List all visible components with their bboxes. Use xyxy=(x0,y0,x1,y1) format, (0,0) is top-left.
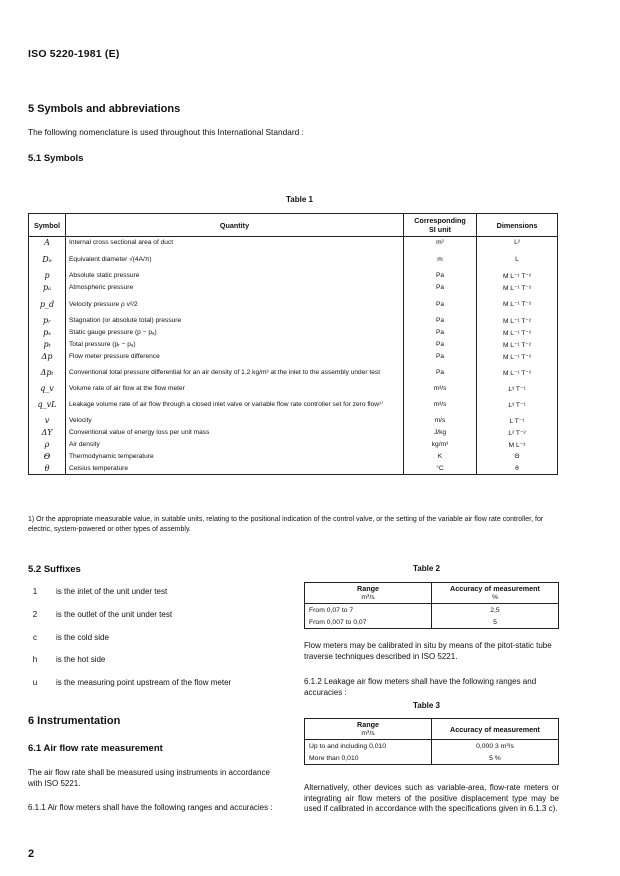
suffix-key: 1 xyxy=(32,587,38,596)
dimensions-cell: M L⁻¹ T⁻² xyxy=(477,339,558,351)
table-row xyxy=(29,383,558,395)
t3-range-label: Range xyxy=(357,720,379,729)
si-unit-cell: kg/m³ xyxy=(404,439,477,451)
table-1 xyxy=(28,213,558,475)
t3-range-unit: m³/s xyxy=(361,730,375,737)
t2-range: From 0,007 to 0,07 xyxy=(305,616,432,629)
quantity-cell: Velocity pressure ρ v²/2 xyxy=(66,294,404,315)
t2-acc-unit: % xyxy=(491,594,499,601)
t3-range-header xyxy=(305,719,432,740)
t2-range-header xyxy=(305,583,432,604)
section-6-1-paragraph: The air flow rate shall be measured using instruments in accordance with ISO 5221. xyxy=(28,768,270,788)
si-unit-cell: m xyxy=(404,249,477,270)
dimensions-cell: M L⁻¹ T⁻² xyxy=(477,327,558,339)
dimensions-cell: M L⁻¹ T⁻² xyxy=(477,294,558,315)
symbol-cell: ρ xyxy=(29,439,66,451)
table-row xyxy=(29,339,558,351)
symbol-cell: pₛ xyxy=(29,327,66,339)
table-row xyxy=(29,415,558,427)
quantity-cell: Atmospheric pressure xyxy=(66,282,404,294)
section-5-1-title: 5.1 Symbols xyxy=(28,153,84,164)
suffix-text: is the outlet of the unit under test xyxy=(56,610,173,619)
si-unit-cell: m³/s xyxy=(404,383,477,395)
table-3 xyxy=(304,718,559,765)
table-row xyxy=(29,395,558,415)
table-row xyxy=(305,740,559,753)
si-unit-cell: Pa xyxy=(404,315,477,327)
table-row xyxy=(29,363,558,383)
suffix-text: is the cold side xyxy=(56,633,109,642)
quantity-cell: Static gauge pressure (p − pₐ) xyxy=(66,327,404,339)
dimensions-cell: M L⁻¹ T⁻² xyxy=(477,351,558,363)
dimensions-cell: M L⁻¹ T⁻² xyxy=(477,363,558,383)
suffix-key: u xyxy=(32,678,38,687)
quantity-cell: Conventional value of energy loss per unit mass xyxy=(66,427,404,439)
dimensions-cell: L³ T⁻¹ xyxy=(477,395,558,415)
dimensions-cell: L³ T⁻¹ xyxy=(477,383,558,395)
symbol-cell: A xyxy=(29,237,66,249)
dimensions-cell: Θ xyxy=(477,451,558,463)
table-2 xyxy=(304,582,559,629)
si-unit-cell: Pa xyxy=(404,294,477,315)
dimensions-cell: L² xyxy=(477,237,558,249)
symbol-cell: pₐ xyxy=(29,282,66,294)
symbol-cell: ΔY xyxy=(29,427,66,439)
table-row xyxy=(29,237,558,249)
section-5-title: 5 Symbols and abbreviations xyxy=(28,103,181,115)
quantity-cell: Celsius temperature xyxy=(66,463,404,475)
si-unit-cell: Pa xyxy=(404,351,477,363)
si-unit-cell: Pa xyxy=(404,363,477,383)
t2-acc: 5 xyxy=(432,616,559,629)
dimensions-cell: M L⁻¹ T⁻² xyxy=(477,270,558,282)
table-row xyxy=(29,439,558,451)
symbol-cell: θ xyxy=(29,463,66,475)
t2-range-label: Range xyxy=(357,584,379,593)
quantity-cell: Total pressure (pᵣ − pₐ) xyxy=(66,339,404,351)
section-6-title: 6 Instrumentation xyxy=(28,715,121,727)
symbol-cell: pᵣ xyxy=(29,315,66,327)
col-si-line2: SI unit xyxy=(429,225,451,234)
t2-range-unit: m³/s xyxy=(361,594,375,601)
t2-acc-header xyxy=(432,583,559,604)
col-dimensions: Dimensions xyxy=(477,214,558,237)
suffix-key: 2 xyxy=(32,610,38,619)
table-2-caption: Table 2 xyxy=(413,564,440,573)
si-unit-cell: m/s xyxy=(404,415,477,427)
quantity-cell: Internal cross sectional area of duct xyxy=(66,237,404,249)
si-unit-cell: °C xyxy=(404,463,477,475)
dimensions-cell: L² T⁻² xyxy=(477,427,558,439)
quantity-cell: Conventional total pressure differential for an air density of 1.2 kg/m³ at the inlet to the assembly under test xyxy=(66,363,404,383)
symbol-cell: Δpₜ xyxy=(29,363,66,383)
symbol-cell: p xyxy=(29,270,66,282)
symbol-cell: Θ xyxy=(29,451,66,463)
col-si-line1: Corresponding xyxy=(414,216,466,225)
si-unit-cell: Pa xyxy=(404,270,477,282)
dimensions-cell: θ xyxy=(477,463,558,475)
suffix-text: is the hot side xyxy=(56,655,106,664)
table-row xyxy=(305,604,559,617)
dimensions-cell: M L⁻¹ T⁻² xyxy=(477,315,558,327)
symbol-cell: v xyxy=(29,415,66,427)
table-row xyxy=(29,294,558,315)
si-unit-cell: Pa xyxy=(404,339,477,351)
table-row xyxy=(29,427,558,439)
t2-acc-label: Accuracy of measurement xyxy=(450,584,540,593)
table-row xyxy=(29,282,558,294)
suffix-text: is the inlet of the unit under test xyxy=(56,587,168,596)
table-1-caption: Table 1 xyxy=(286,195,313,204)
si-unit-cell: J/kg xyxy=(404,427,477,439)
table-row xyxy=(29,327,558,339)
table-row xyxy=(29,249,558,270)
section-6-1-title: 6.1 Air flow rate measurement xyxy=(28,743,163,754)
quantity-cell: Thermodynamic temperature xyxy=(66,451,404,463)
table-row xyxy=(29,270,558,282)
col-si-unit xyxy=(404,214,477,237)
si-unit-cell: m² xyxy=(404,237,477,249)
quantity-cell: Equivalent diameter √(4A/π) xyxy=(66,249,404,270)
symbol-cell: pₜ xyxy=(29,339,66,351)
dimensions-cell: L xyxy=(477,249,558,270)
table-row xyxy=(29,351,558,363)
table-row xyxy=(29,463,558,475)
t2-range: From 0,07 to 7 xyxy=(305,604,432,617)
symbol-cell: q_vL xyxy=(29,395,66,415)
quantity-cell: Stagnation (or absolute total) pressure xyxy=(66,315,404,327)
suffix-text: is the measuring point upstream of the flow meter xyxy=(56,678,232,687)
si-unit-cell: K xyxy=(404,451,477,463)
table-row xyxy=(305,752,559,765)
paragraph-6-1-2: 6.1.2 Leakage air flow meters shall have the following ranges and accuracies : xyxy=(304,677,537,697)
suffix-key: c xyxy=(33,633,37,642)
t2-acc: 2,5 xyxy=(432,604,559,617)
symbol-cell: Dₑ xyxy=(29,249,66,270)
col-symbol: Symbol xyxy=(29,214,66,237)
symbol-cell: q_v xyxy=(29,383,66,395)
t3-acc: 0,000 3 m³/s xyxy=(432,740,559,753)
quantity-cell: Air density xyxy=(66,439,404,451)
in-situ-paragraph: Flow meters may be calibrated in situ by means of the pitot-static tube traverse techniques described in ISO 5221. xyxy=(304,641,552,661)
dimensions-cell: L T⁻¹ xyxy=(477,415,558,427)
quantity-cell: Velocity xyxy=(66,415,404,427)
table-row xyxy=(29,451,558,463)
section-5-2-title: 5.2 Suffixes xyxy=(28,564,81,575)
table-1-footnote: 1) Or the appropriate measurable value, in suitable units, relating to the positional indication of the control valve, or the setting of the variable air flow rate controller, for electric, system-powered or other types of assembly. xyxy=(28,516,544,533)
alternative-devices-paragraph: Alternatively, other devices such as variable-area, flow-rate meters or integrating air flow meters of the positive displacement type may be used if calibrated in accordance with the specifications given in 6.1.3 c). xyxy=(304,783,559,813)
si-unit-cell: m³/s xyxy=(404,395,477,415)
si-unit-cell: Pa xyxy=(404,282,477,294)
paragraph-6-1-1: 6.1.1 Air flow meters shall have the following ranges and accuracies : xyxy=(28,803,273,812)
symbol-cell: p_d xyxy=(29,294,66,315)
col-quantity: Quantity xyxy=(66,214,404,237)
page-number: 2 xyxy=(28,848,35,860)
t3-range: Up to and including 0,010 xyxy=(305,740,432,753)
quantity-cell: Volume rate of air flow at the flow meter xyxy=(66,383,404,395)
t3-acc-header: Accuracy of measurement xyxy=(432,719,559,740)
quantity-cell: Flow meter pressure difference xyxy=(66,351,404,363)
quantity-cell: Absolute static pressure xyxy=(66,270,404,282)
document-header: ISO 5220-1981 (E) xyxy=(28,48,120,60)
t3-range: More than 0,010 xyxy=(305,752,432,765)
dimensions-cell: M L⁻¹ T⁻² xyxy=(477,282,558,294)
symbol-cell: Δp xyxy=(29,351,66,363)
table-row xyxy=(305,616,559,629)
dimensions-cell: M L⁻³ xyxy=(477,439,558,451)
si-unit-cell: Pa xyxy=(404,327,477,339)
table-3-caption: Table 3 xyxy=(413,701,440,710)
quantity-cell: Leakage volume rate of air flow through a closed inlet valve or variable flow rate controller set for zero flow¹⁾ xyxy=(66,395,404,415)
section-5-intro: The following nomenclature is used throughout this International Standard : xyxy=(28,127,304,137)
t3-acc: 5 % xyxy=(432,752,559,765)
table-row xyxy=(29,315,558,327)
suffix-key: h xyxy=(32,655,38,664)
